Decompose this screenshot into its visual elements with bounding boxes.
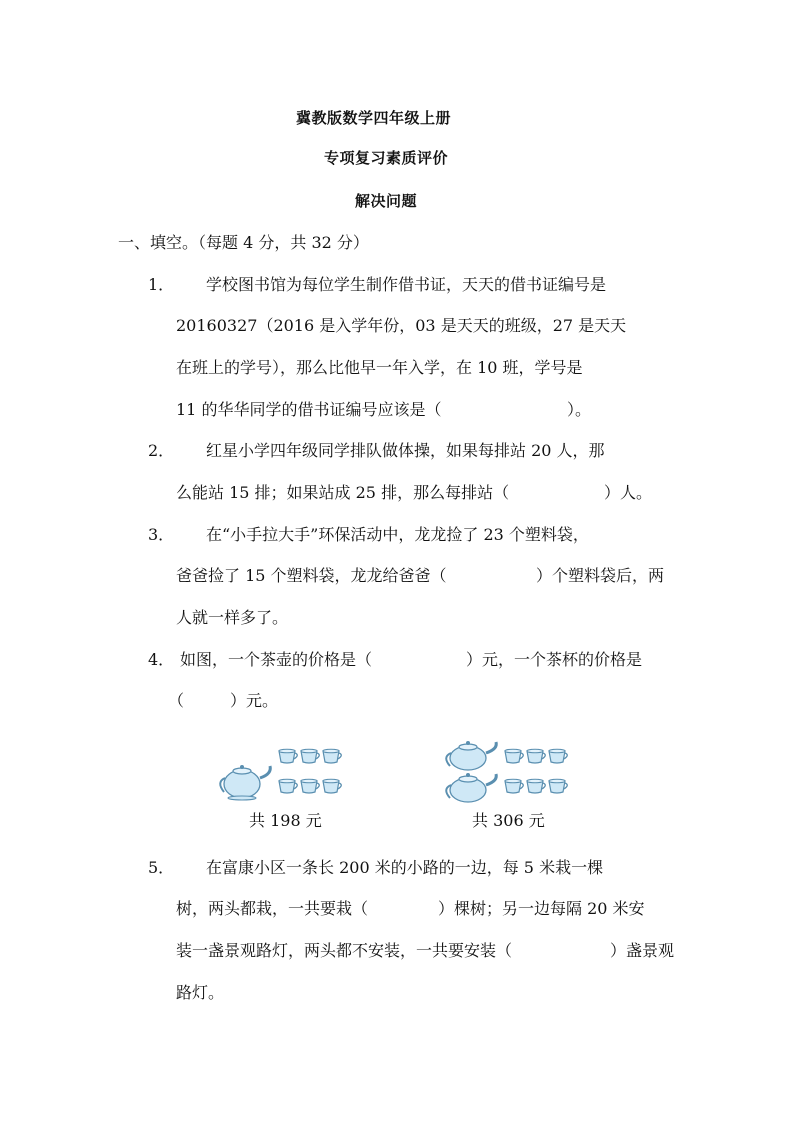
question-5-number: 5． xyxy=(148,858,175,877)
question-5-answer-blank-1[interactable] xyxy=(396,899,438,919)
teapot-icon xyxy=(446,773,496,802)
figure-right-caption: 共 306 元 xyxy=(472,811,545,830)
figure-right-group xyxy=(442,734,582,806)
cup-icon xyxy=(279,749,297,763)
question-4-answer-blank-2[interactable] xyxy=(186,691,230,711)
question-4-line-2-start: （ xyxy=(168,691,185,710)
question-3-line-2-end: ）个塑料袋后，两 xyxy=(536,566,665,585)
topic-title: 解决问题 xyxy=(355,192,418,210)
question-2-line-2: 么能站 15 排；如果站成 25 排，那么每排站（ xyxy=(176,483,510,502)
page-subtitle: 专项复习素质评价 xyxy=(324,149,449,167)
question-2-answer-blank[interactable] xyxy=(560,483,604,503)
question-2-number: 2． xyxy=(148,441,175,460)
question-1-line-1: 学校图书馆为每位学生制作借书证，天天的借书证编号是 xyxy=(206,275,607,294)
question-3-line-3: 人就一样多了。 xyxy=(176,608,289,627)
figure-left-caption: 共 198 元 xyxy=(249,811,322,830)
question-2-line-2-end: ）人。 xyxy=(604,483,653,502)
question-4-line-1: 如图，一个茶壶的价格是（ xyxy=(180,650,373,669)
cup-icon xyxy=(279,779,297,793)
teapot-icon xyxy=(220,765,270,800)
question-1-line-2: 20160327（2016 是入学年份，03 是天天的班级，27 是天天 xyxy=(176,316,627,335)
cup-icon xyxy=(549,749,567,763)
teapot-icon xyxy=(446,741,496,770)
cup-icon xyxy=(323,779,341,793)
question-5-line-2-end: ）棵树；另一边每隔 20 米安 xyxy=(438,899,645,918)
cup-icon xyxy=(549,779,567,793)
question-3-line-1: 在“小手拉大手”环保活动中，龙龙捡了 23 个塑料袋， xyxy=(206,525,589,544)
question-5-answer-blank-2[interactable] xyxy=(566,941,610,961)
question-3-answer-blank[interactable] xyxy=(490,566,536,586)
question-1-line-4-end: ）。 xyxy=(567,400,592,419)
cup-icon xyxy=(505,779,523,793)
cup-icon xyxy=(301,749,319,763)
question-1-line-4: 11 的华华同学的借书证编号应该是（ xyxy=(176,400,442,419)
section-heading: 一、填空。（每题 4 分，共 32 分） xyxy=(118,233,369,252)
cup-icon xyxy=(323,749,341,763)
cup-icon xyxy=(527,749,545,763)
question-1-answer-blank[interactable] xyxy=(470,400,566,420)
page-title: 冀教版数学四年级上册 xyxy=(296,109,452,127)
question-5-line-1: 在富康小区一条长 200 米的小路的一边，每 5 米栽一棵 xyxy=(206,858,604,877)
question-1-number: 1． xyxy=(148,275,175,294)
question-5-line-3: 装一盏景观路灯，两头都不安装，一共要安装（ xyxy=(176,941,513,960)
figure-left-group xyxy=(216,742,356,804)
teapot-cups-left-illustration xyxy=(216,742,356,804)
question-5-line-3-end: ）盏景观 xyxy=(610,941,675,960)
question-4-number: 4． xyxy=(148,650,175,669)
cup-icon xyxy=(505,749,523,763)
question-3-line-2: 爸爸捡了 15 个塑料袋，龙龙给爸爸（ xyxy=(176,566,447,585)
cup-icon xyxy=(301,779,319,793)
question-4-line-1-end: ）元，一个茶杯的价格是 xyxy=(466,650,643,669)
question-5-line-4: 路灯。 xyxy=(176,983,225,1002)
question-3-number: 3． xyxy=(148,525,175,544)
question-2-line-1: 红星小学四年级同学排队做体操，如果每排站 20 人，那 xyxy=(206,441,605,460)
question-4-line-2-end: ）元。 xyxy=(230,691,279,710)
question-4-answer-blank-1[interactable] xyxy=(416,650,466,670)
teapot-cups-right-illustration xyxy=(442,734,582,806)
question-1-line-3: 在班上的学号），那么比他早一年入学，在 10 班，学号是 xyxy=(176,358,583,377)
question-5-line-2: 树，两头都栽，一共要栽（ xyxy=(176,899,369,918)
cup-icon xyxy=(527,779,545,793)
